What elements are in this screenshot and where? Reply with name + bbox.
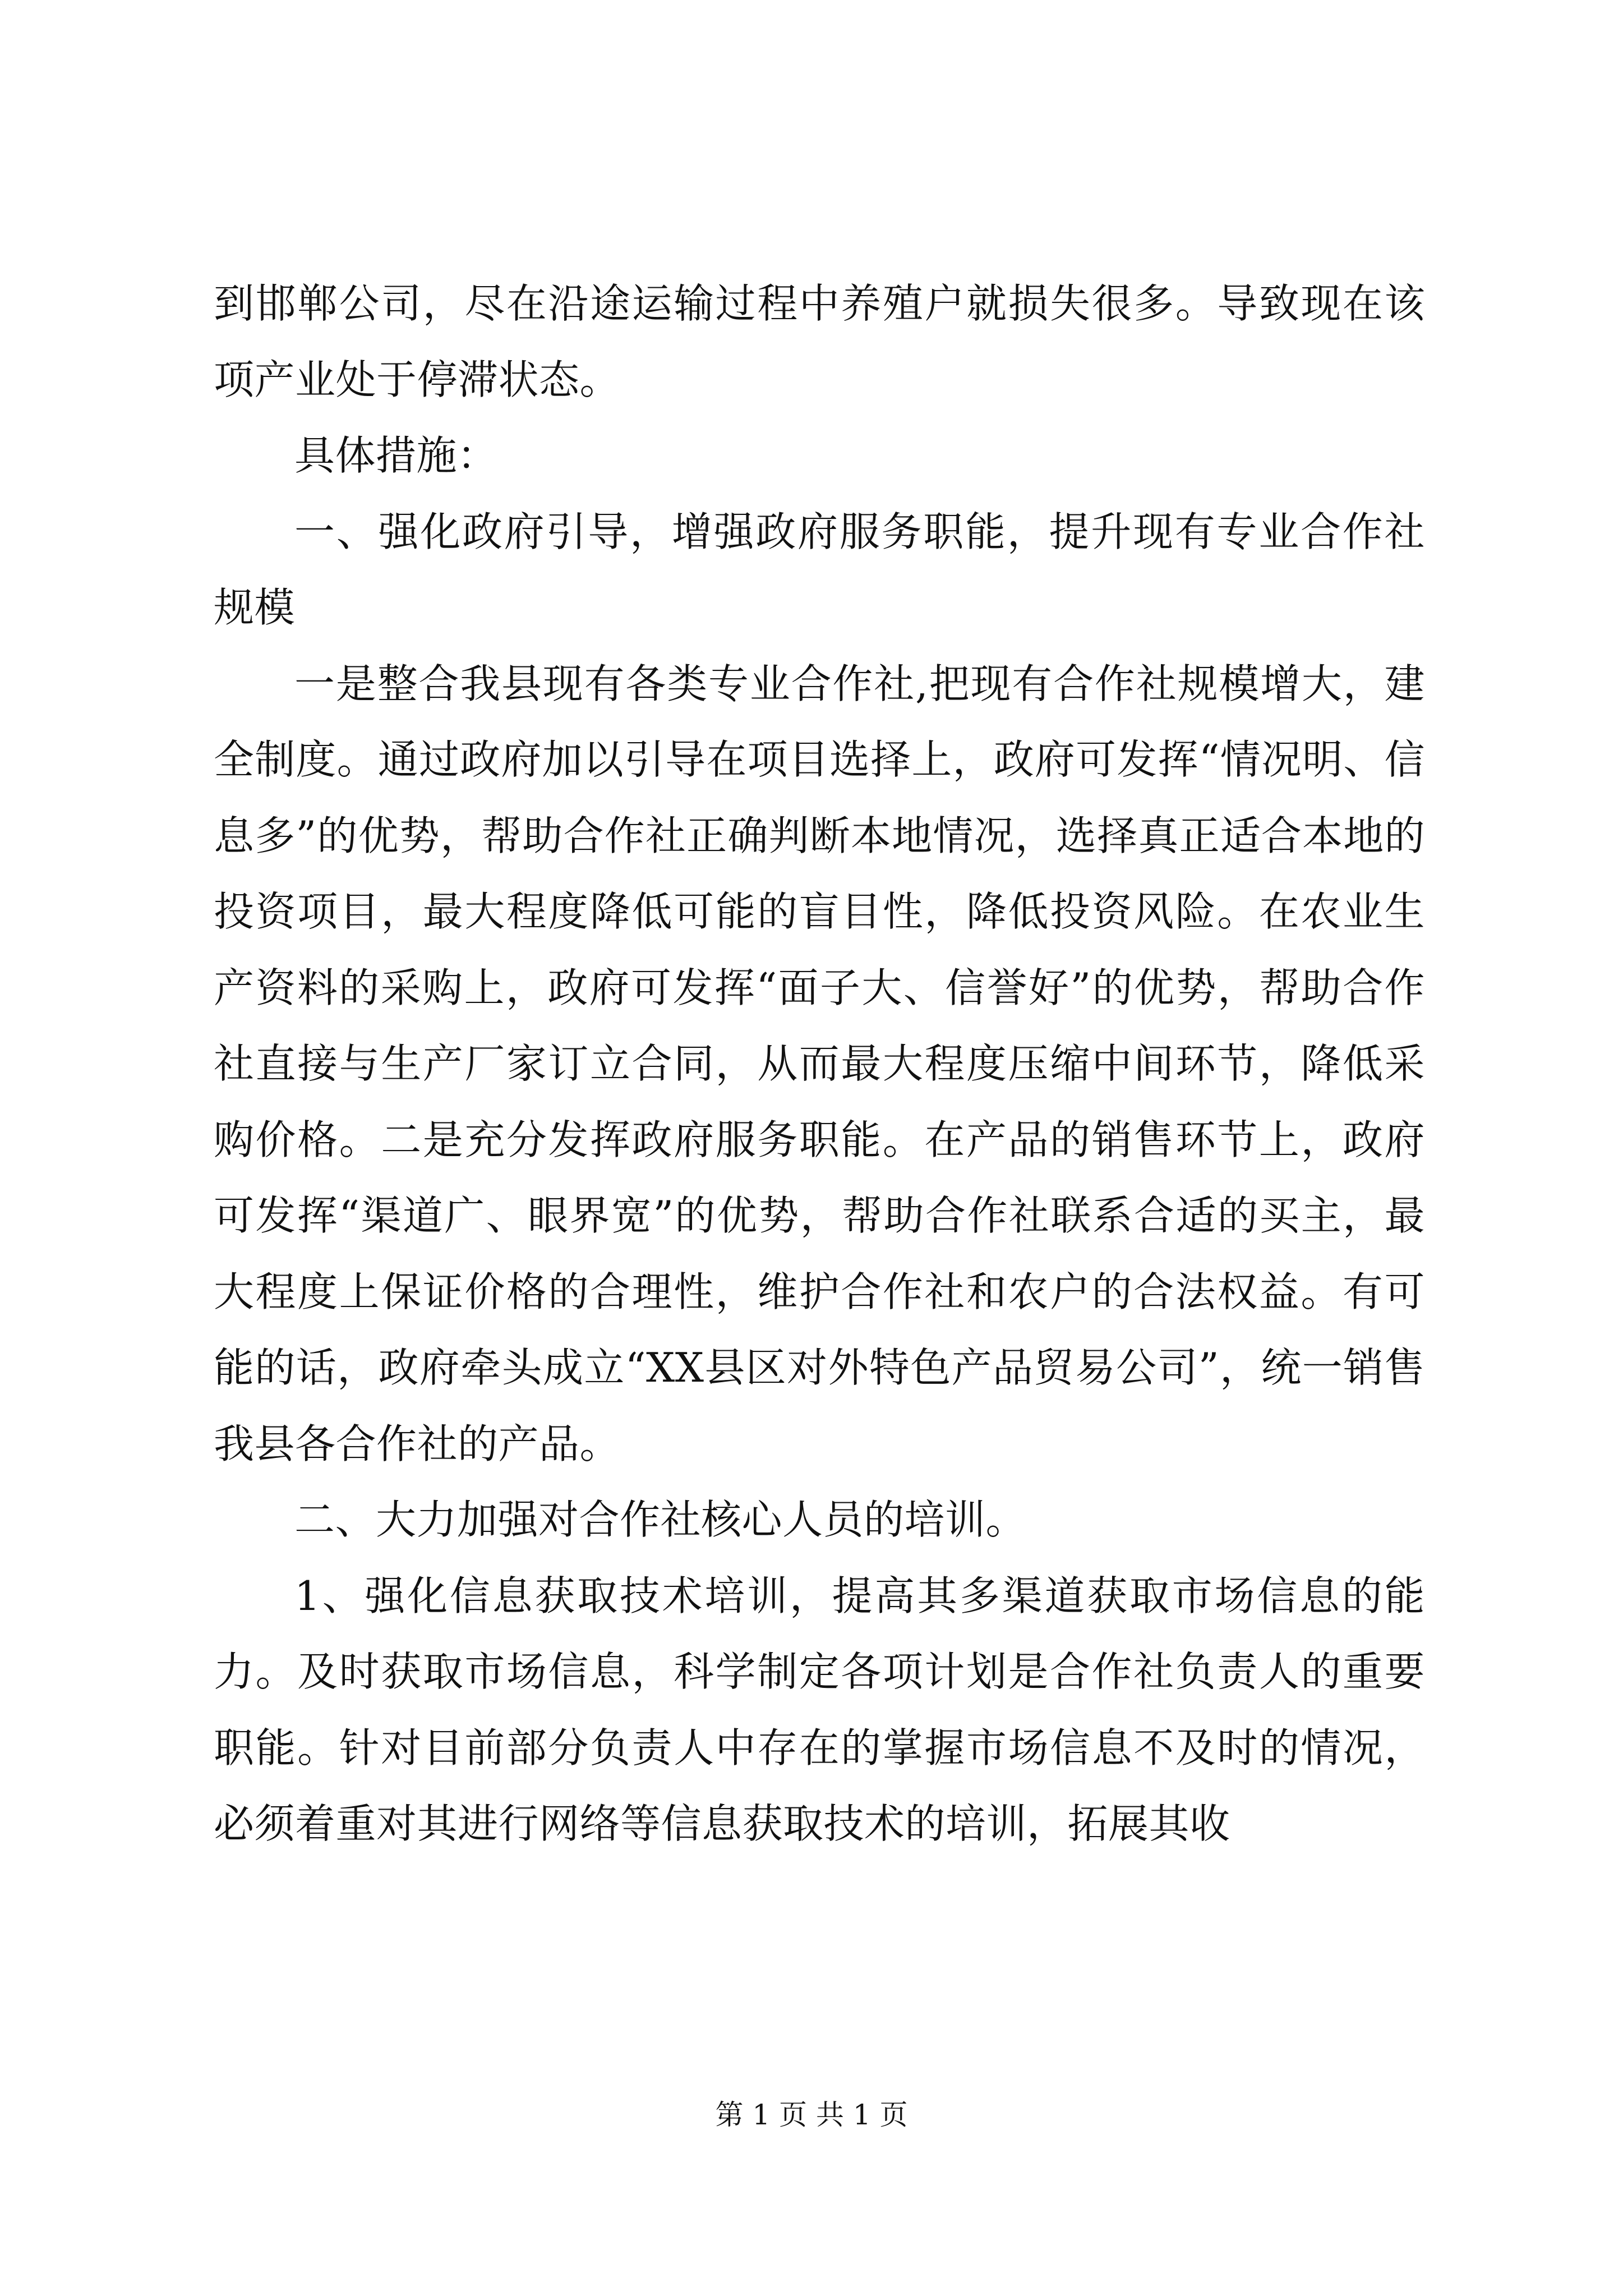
paragraph-specific-measures: 具体措施： <box>294 432 498 479</box>
heading-staff-training: 二、大力加强对合作社核心人员的培训。 <box>294 1496 1027 1543</box>
paragraph-integrate-cooperatives: 一是整合我县现有各类专业合作社,把现有合作社规模增大，建全制度。通过政府加以引导在项目选择上，政府可发挥“情况明、信息多”的优势，帮助合作社正确判断本地情况，选择真正适合本地的投资项目，最大程度降低可能的盲目性，降低投资风险。在农业生产资料的采购上，政府可发挥“面子大、信誉好”的优势，帮助合作社直接与生产厂家订立合同，从而最大程度压缩中间环节，降低采购价格。二是充分发挥政府服务职能。在产品的销售环节上，政府可发挥“渠道广、眼界宽”的优势，帮助合作社联系合适的买主，最大程度上保证价格的合理性，维护合作社和农户的合法权益。有可能的话，政府牵头成立“XX县区对外特色产品贸易公司”，统一销售我县各合作社的产品。 <box>214 660 1425 1467</box>
paragraph-information-training: 1、强化信息获取技术培训，提高其多渠道获取市场信息的能力。及时获取市场信息，科学制定各项计划是合作社负责人的重要职能。针对目前部分负责人中存在的掌握市场信息不及时的情况，必须着重对其进行网络等信息获取技术的培训，拓展其收 <box>214 1572 1425 1847</box>
page-number-footer: 第 1 页 共 1 页 <box>715 2099 908 2131</box>
paragraph-transport-loss: 到邯郸公司，尽在沿途运输过程中养殖户就损失很多。导致现在该项产业处于停滞状态。 <box>214 280 1425 403</box>
document-body <box>214 266 1425 1862</box>
heading-government-guidance: 一、强化政府引导，增强政府服务职能，提升现有专业合作社规模 <box>214 508 1425 631</box>
